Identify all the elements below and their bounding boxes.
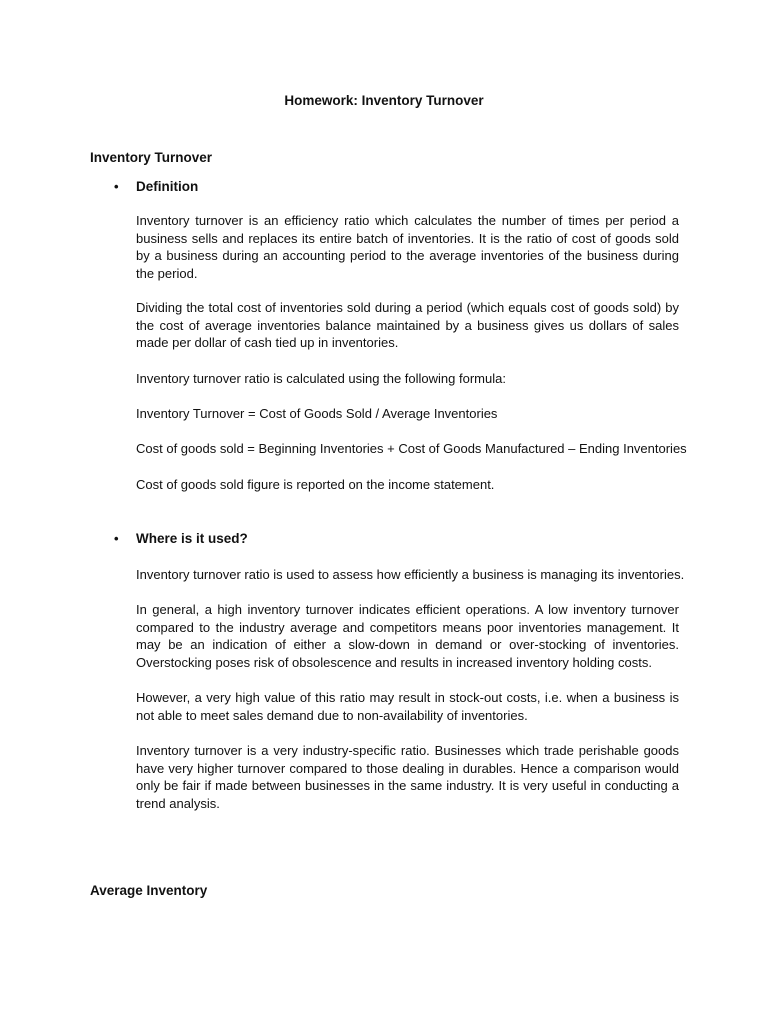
bullet-label-definition: Definition — [136, 179, 199, 194]
formula-cost-of-goods-sold: Cost of goods sold = Beginning Inventories + Cost of Goods Manufactured – Ending Inventories — [136, 441, 687, 456]
definition-paragraph-6: Cost of goods sold figure is reported on the income statement. — [136, 477, 495, 492]
usage-paragraph-2: In general, a high inventory turnover indicates efficient operations. A low inventory turnover compared to the industry average and competitors means poor inventories management. It may be an indication of either a slow-down in demand or over-stocking of inventories. Overstocking poses risk of obsolescence and results in increased inventory holding costs. — [136, 602, 679, 670]
formula-inventory-turnover: Inventory Turnover = Cost of Goods Sold / Average Inventories — [136, 406, 498, 421]
bullet-label-where-used: Where is it used? — [136, 531, 248, 546]
usage-paragraph-1: Inventory turnover ratio is used to assess how efficiently a business is managing its inventories. — [136, 567, 685, 582]
bullet-icon: • — [114, 531, 119, 546]
usage-paragraph-3: However, a very high value of this ratio may result in stock-out costs, i.e. when a business is not able to meet sales demand due to non-availability of inventories. — [136, 690, 679, 723]
definition-paragraph-3: Inventory turnover ratio is calculated using the following formula: — [136, 371, 506, 386]
bullet-definition — [114, 179, 198, 194]
section-heading-inventory-turnover: Inventory Turnover — [90, 150, 213, 165]
section-heading-average-inventory: Average Inventory — [90, 883, 208, 898]
bullet-where-used — [114, 531, 248, 546]
bullet-icon: • — [114, 179, 119, 194]
page-title: Homework: Inventory Turnover — [284, 93, 484, 108]
definition-paragraph-2: Dividing the total cost of inventories sold during a period (which equals cost of goods sold) by the cost of average inventories balance maintained by a business gives us dollars of sales made per dollar of cash tied up in inventories. — [136, 300, 679, 350]
definition-paragraph-1: Inventory turnover is an efficiency ratio which calculates the number of times per period a business sells and replaces its entire batch of inventories. It is the ratio of cost of goods sold by a business during an accounting period to the average inventories of the business during the period. — [136, 213, 679, 281]
usage-paragraph-4: Inventory turnover is a very industry-specific ratio. Businesses which trade perishable goods have very higher turnover compared to those dealing in durables. Hence a comparison would only be fair if made between businesses in the same industry. It is very useful in conducting a trend analysis. — [136, 743, 679, 811]
